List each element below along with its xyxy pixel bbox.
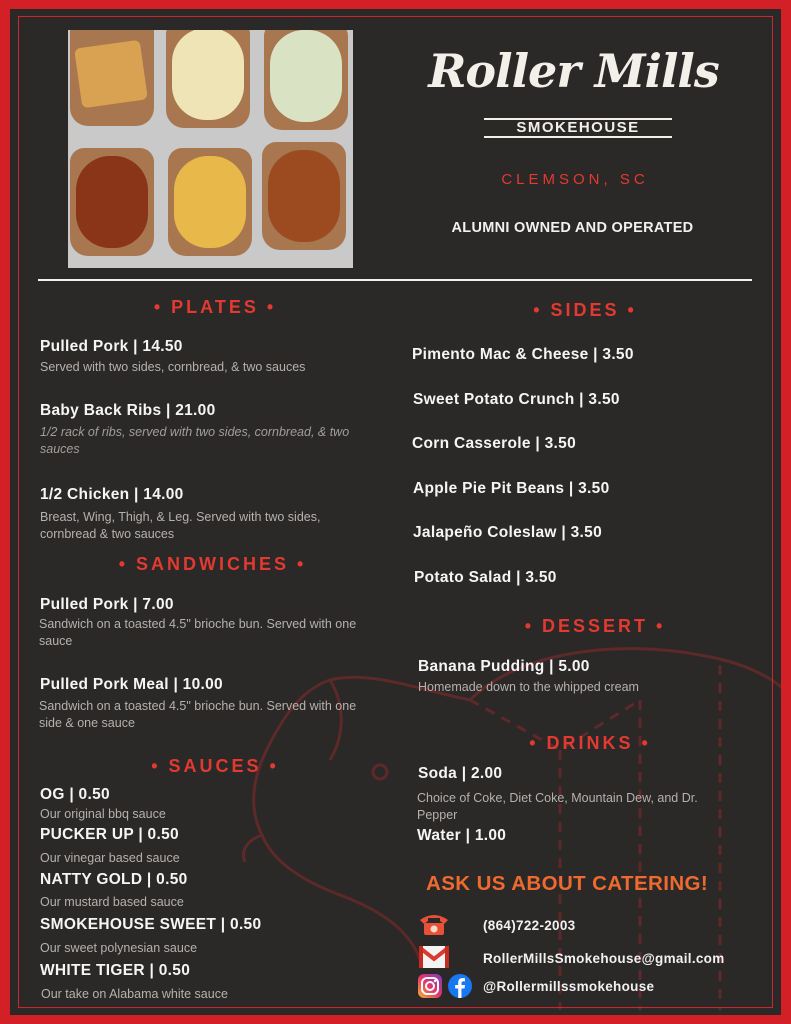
menu-item-description: Our vinegar based sauce bbox=[40, 851, 180, 865]
menu-item-description: Choice of Coke, Diet Coke, Mountain Dew, and Dr. Pepper bbox=[417, 791, 698, 822]
menu-item-name: Soda | 2.00 bbox=[418, 765, 503, 782]
menu-item-name: Jalapeño Coleslaw | 3.50 bbox=[413, 524, 603, 541]
menu-item-name: Apple Pie Pit Beans | 3.50 bbox=[413, 480, 610, 497]
menu-item-name: Pulled Pork | 14.50 bbox=[40, 338, 183, 355]
facebook-icon bbox=[448, 974, 472, 998]
phone-number: (864)722-2003 bbox=[483, 918, 576, 933]
section-title-plates: • PLATES • bbox=[153, 297, 277, 317]
social-handle: @Rollermillssmokehouse bbox=[483, 979, 655, 994]
divider bbox=[38, 279, 752, 281]
menu-item-description: Breast, Wing, Thigh, & Leg. Served with two sides, cornbread & two sauces bbox=[40, 510, 321, 541]
food-photo bbox=[68, 30, 353, 268]
section-title-drinks: • DRINKS • bbox=[529, 733, 651, 753]
phone-icon bbox=[418, 912, 450, 936]
email-icon bbox=[419, 946, 449, 968]
menu-item-name: Pulled Pork Meal | 10.00 bbox=[40, 676, 223, 693]
menu-item-name: OG | 0.50 bbox=[40, 786, 110, 803]
catering-callout: ASK US ABOUT CATERING! bbox=[426, 872, 709, 895]
menu-item-name: NATTY GOLD | 0.50 bbox=[40, 871, 188, 888]
menu-item-description: Homemade down to the whipped cream bbox=[418, 680, 639, 694]
menu-item-name: PUCKER UP | 0.50 bbox=[40, 826, 179, 843]
instagram-icon bbox=[418, 974, 442, 998]
menu-item-description: Our mustard based sauce bbox=[40, 895, 184, 909]
menu-item-name: Potato Salad | 3.50 bbox=[414, 569, 557, 586]
section-title-sandwiches: • SANDWICHES • bbox=[118, 554, 307, 574]
brand-logo-subtitle: SMOKEHOUSE bbox=[484, 118, 672, 138]
menu-item-description: Sandwich on a toasted 4.5" brioche bun. Served with one side & one sauce bbox=[39, 699, 357, 730]
tagline: ALUMNI OWNED AND OPERATED bbox=[451, 220, 694, 236]
section-title-sides: • SIDES • bbox=[533, 300, 637, 320]
menu-item-name: Corn Casserole | 3.50 bbox=[412, 435, 576, 452]
menu-item-name: SMOKEHOUSE SWEET | 0.50 bbox=[40, 916, 262, 933]
brand-logo-name: Roller Mills bbox=[428, 44, 719, 98]
menu-item-description: Our original bbq sauce bbox=[40, 807, 166, 821]
email-address: RollerMillsSmokehouse@gmail.com bbox=[483, 951, 725, 966]
menu-item-name: Banana Pudding | 5.00 bbox=[418, 658, 590, 675]
menu-item-name: 1/2 Chicken | 14.00 bbox=[40, 486, 184, 503]
menu-item-description: 1/2 rack of ribs, served with two sides, cornbread, & two sauces bbox=[40, 425, 350, 456]
menu-item-name: Baby Back Ribs | 21.00 bbox=[40, 402, 216, 419]
menu-item-description: Our take on Alabama white sauce bbox=[41, 987, 228, 1001]
menu-item-name: Pimento Mac & Cheese | 3.50 bbox=[412, 346, 634, 363]
menu-item-name: Pulled Pork | 7.00 bbox=[40, 596, 174, 613]
menu-item-name: WHITE TIGER | 0.50 bbox=[40, 962, 191, 979]
location: CLEMSON, SC bbox=[501, 171, 649, 188]
menu-item-name: Sweet Potato Crunch | 3.50 bbox=[413, 391, 620, 408]
section-title-sauces: • SAUCES • bbox=[151, 756, 279, 776]
menu-item-description: Our sweet polynesian sauce bbox=[40, 941, 198, 955]
section-title-dessert: • DESSERT • bbox=[524, 616, 666, 636]
menu-item-description: Served with two sides, cornbread, & two sauces bbox=[40, 360, 306, 374]
menu-item-description: Sandwich on a toasted 4.5" brioche bun. Served with one sauce bbox=[39, 617, 357, 648]
menu-item-name: Water | 1.00 bbox=[417, 827, 507, 844]
